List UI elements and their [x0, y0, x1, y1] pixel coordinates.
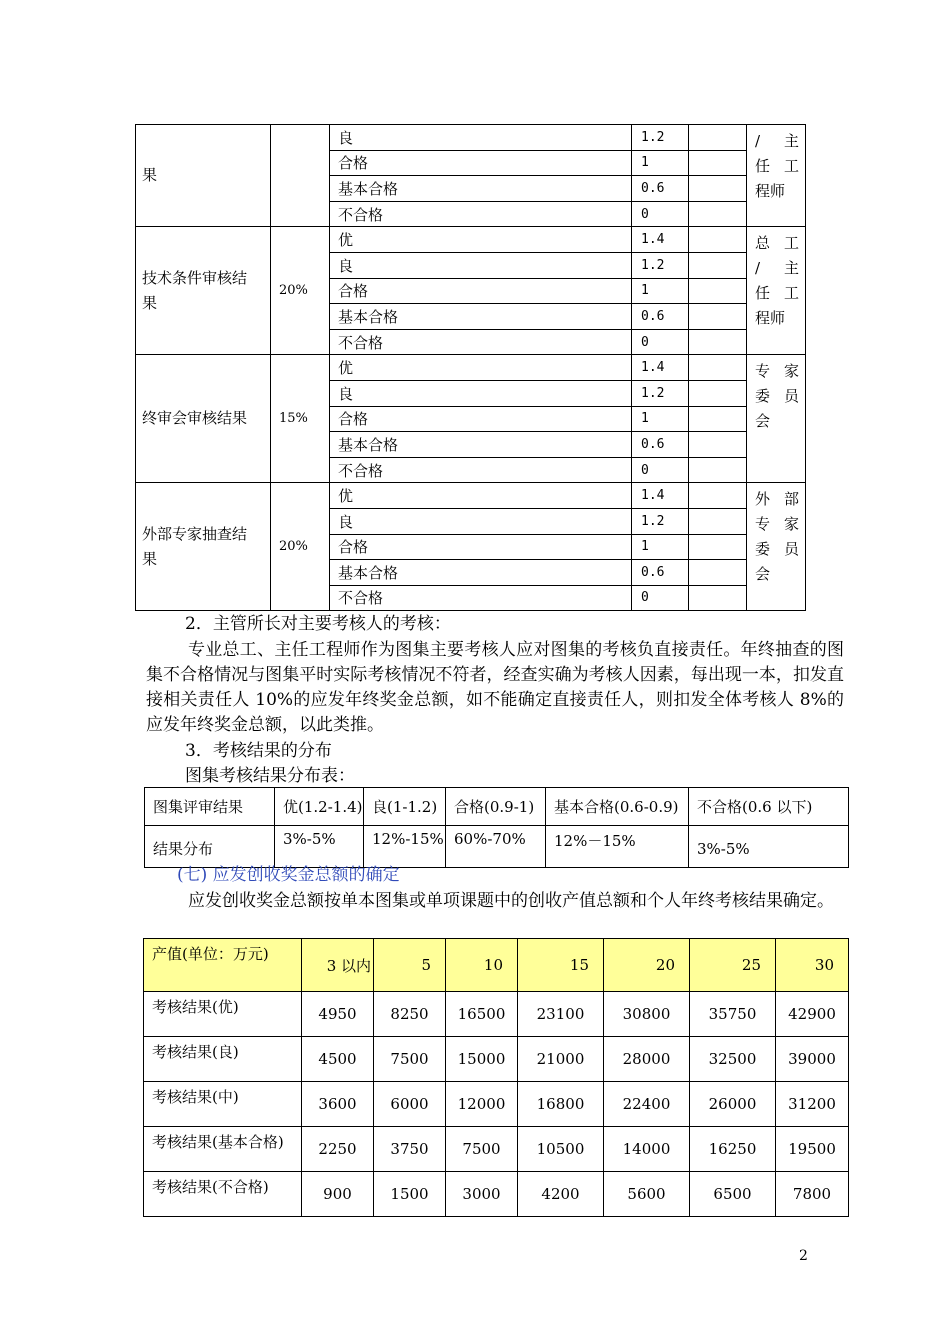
evaluator-char: 程师 [755, 182, 786, 200]
evaluator-char: 工 [783, 234, 799, 253]
evaluator-char: 总 [755, 234, 771, 253]
assessment-item-line: 终审会审核结果 [142, 409, 248, 428]
assessment-weight-cell: 20% [271, 227, 330, 355]
evaluator-char: 会 [755, 565, 771, 584]
income-column-header: 25 [690, 939, 776, 992]
blank-cell [689, 329, 747, 355]
assessment-weight-cell: 20% [271, 483, 330, 611]
income-value-cell: 16500 [446, 992, 518, 1037]
assessment-row [136, 125, 806, 151]
evaluator-char: 工 [783, 157, 799, 175]
assessment-item-line: 果 [142, 166, 158, 185]
page-number: 2 [799, 1248, 808, 1264]
score-cell: 1.2 [632, 252, 689, 278]
grade-cell: 良 [330, 380, 632, 406]
distribution-header-cell: 良(1-1.2) [364, 788, 446, 826]
distribution-header-cell: 不合格(0.6 以下) [689, 788, 849, 826]
evaluator-char: 主 [783, 132, 799, 150]
score-cell: 0.6 [632, 432, 689, 458]
income-value-cell: 6000 [374, 1082, 446, 1127]
income-value-cell: 28000 [604, 1037, 690, 1082]
blank-cell [689, 278, 747, 304]
evaluator-char: 部 [783, 490, 799, 509]
evaluator-char: 家 [783, 362, 799, 381]
distribution-header-cell: 基本合格(0.6-0.9) [546, 788, 689, 826]
grade-cell: 不合格 [330, 585, 632, 611]
income-row [144, 1037, 849, 1082]
score-cell: 0.6 [632, 176, 689, 202]
grade-cell: 良 [330, 252, 632, 278]
section3-heading: 3．考核结果的分布 [185, 741, 332, 761]
income-row-label: 考核结果(中) [144, 1082, 302, 1127]
income-column-header: 30 [776, 939, 849, 992]
income-value-cell: 900 [302, 1172, 374, 1217]
grade-cell: 基本合格 [330, 560, 632, 586]
evaluator-char: 程师 [755, 309, 786, 328]
evaluator-char: 委 [755, 387, 771, 406]
evaluator-char: 主 [783, 259, 799, 278]
evaluator-char: 工 [783, 284, 799, 303]
income-value-cell: 10500 [518, 1127, 604, 1172]
evaluator-line [755, 384, 799, 409]
income-value-cell: 30800 [604, 992, 690, 1037]
score-cell: 0 [632, 329, 689, 355]
assessment-item-line: 技术条件审核结 [142, 268, 248, 287]
assessment-item-cell [136, 483, 271, 611]
assessment-table [135, 124, 806, 611]
income-value-cell: 39000 [776, 1037, 849, 1082]
section2-body: 专业总工、主任工程师作为图集主要考核人应对图集的考核负直接责任。年终抽查的图集不合格情况与图集平时实际考核情况不符者，经查实确为考核人因素，每出现一本，扣发直接相关责任人 10%的应发年终奖金总额，如不能确定直接责任人，则扣发全体考核人 8%的应发年终奖金总额，以此类推。 [146, 640, 844, 735]
income-value-cell: 7800 [776, 1172, 849, 1217]
distribution-value-row [145, 826, 849, 868]
grade-cell: 基本合格 [330, 176, 632, 202]
score-cell: 0 [632, 585, 689, 611]
assessment-row [136, 355, 806, 381]
evaluator-line [755, 306, 799, 331]
distribution-header-cell: 合格(0.9-1) [446, 788, 546, 826]
evaluator-line [755, 512, 799, 537]
income-row [144, 1127, 849, 1172]
income-value-cell: 21000 [518, 1037, 604, 1082]
evaluator-char: 会 [755, 412, 771, 431]
income-value-cell: 7500 [446, 1127, 518, 1172]
blank-cell [689, 457, 747, 483]
income-header-row [144, 939, 849, 992]
assessment-item-cell [136, 125, 271, 227]
income-column-header: 5 [374, 939, 446, 992]
evaluator-line [755, 409, 799, 434]
income-value-cell: 3000 [446, 1172, 518, 1217]
income-column-header: 20 [604, 939, 690, 992]
income-column-header: 3 以内 [302, 939, 374, 992]
evaluator-char: 家 [783, 515, 799, 534]
income-value-cell: 12000 [446, 1082, 518, 1127]
income-column-header: 10 [446, 939, 518, 992]
distribution-value-cell: 12%-15% [364, 826, 446, 868]
assessment-row [136, 227, 806, 253]
evaluator-line [755, 256, 799, 281]
evaluator-line [755, 129, 799, 154]
grade-cell: 不合格 [330, 457, 632, 483]
evaluator-char: 委 [755, 540, 771, 559]
income-value-cell: 16800 [518, 1082, 604, 1127]
blank-cell [689, 432, 747, 458]
grade-cell: 优 [330, 227, 632, 253]
score-cell: 1.4 [632, 227, 689, 253]
income-value-cell: 31200 [776, 1082, 849, 1127]
evaluator-char: / [755, 132, 761, 150]
distribution-value-cell: 3%-5% [689, 826, 849, 868]
income-value-cell: 1500 [374, 1172, 446, 1217]
score-cell: 0 [632, 201, 689, 227]
evaluator-cell [747, 227, 806, 355]
grade-cell: 基本合格 [330, 304, 632, 330]
score-cell: 1.4 [632, 355, 689, 381]
score-cell: 1.2 [632, 125, 689, 151]
income-value-cell: 5600 [604, 1172, 690, 1217]
income-value-cell: 42900 [776, 992, 849, 1037]
blank-cell [689, 508, 747, 534]
assessment-item-line: 外部专家抽查结 [142, 524, 248, 543]
evaluator-cell [747, 483, 806, 611]
blank-cell [689, 252, 747, 278]
distribution-value-cell: 12%－15% [546, 826, 689, 868]
income-value-cell: 35750 [690, 992, 776, 1037]
evaluator-line [755, 487, 799, 512]
income-value-cell: 22400 [604, 1082, 690, 1127]
distribution-header-cell: 优(1.2-1.4) [275, 788, 364, 826]
grade-cell: 合格 [330, 278, 632, 304]
score-cell: 0.6 [632, 560, 689, 586]
evaluator-line [755, 281, 799, 306]
evaluator-char: 专 [755, 515, 771, 534]
grade-cell: 基本合格 [330, 432, 632, 458]
evaluator-line [755, 231, 799, 256]
blank-cell [689, 406, 747, 432]
distribution-value-cell: 3%-5% [275, 826, 364, 868]
blank-cell [689, 201, 747, 227]
section7-body: 应发创收奖金总额按单本图集或单项课题中的创收产值总额和个人年终考核结果确定。 [188, 891, 834, 911]
score-cell: 0 [632, 457, 689, 483]
evaluator-char: 员 [783, 540, 799, 559]
income-value-cell: 32500 [690, 1037, 776, 1082]
income-header-label: 产值(单位：万元) [144, 939, 302, 992]
blank-cell [689, 125, 747, 151]
evaluator-char: / [755, 259, 761, 278]
score-cell: 1.2 [632, 508, 689, 534]
income-row [144, 992, 849, 1037]
score-cell: 1 [632, 278, 689, 304]
grade-cell: 合格 [330, 534, 632, 560]
evaluator-line [755, 537, 799, 562]
income-value-cell: 7500 [374, 1037, 446, 1082]
income-value-cell: 2250 [302, 1127, 374, 1172]
blank-cell [689, 380, 747, 406]
blank-cell [689, 534, 747, 560]
assessment-item-line: 果 [142, 293, 158, 312]
blank-cell [689, 304, 747, 330]
assessment-item-cell [136, 227, 271, 355]
blank-cell [689, 355, 747, 381]
income-column-header: 15 [518, 939, 604, 992]
income-value-cell: 19500 [776, 1127, 849, 1172]
income-row-label: 考核结果(良) [144, 1037, 302, 1082]
grade-cell: 优 [330, 355, 632, 381]
income-value-cell: 3600 [302, 1082, 374, 1127]
distribution-label-cell: 结果分布 [145, 826, 275, 868]
blank-cell [689, 560, 747, 586]
evaluator-line [755, 154, 799, 179]
grade-cell: 优 [330, 483, 632, 509]
income-row [144, 1082, 849, 1127]
evaluator-char: 专 [755, 362, 771, 381]
section3-caption: 图集考核结果分布表： [185, 766, 355, 786]
evaluator-line [755, 359, 799, 384]
income-value-cell: 16250 [690, 1127, 776, 1172]
distribution-table [144, 787, 849, 868]
score-cell: 1 [632, 406, 689, 432]
distribution-header-row [145, 788, 849, 826]
score-cell: 1 [632, 150, 689, 176]
income-row-label: 考核结果(基本合格) [144, 1127, 302, 1172]
income-row-label: 考核结果(不合格) [144, 1172, 302, 1217]
income-row [144, 1172, 849, 1217]
income-value-cell: 15000 [446, 1037, 518, 1082]
section2-heading: 2．主管所长对主要考核人的考核： [185, 614, 451, 634]
evaluator-char: 员 [783, 387, 799, 406]
evaluator-char: 任 [755, 284, 771, 303]
score-cell: 1 [632, 534, 689, 560]
assessment-row [136, 483, 806, 509]
score-cell: 0.6 [632, 304, 689, 330]
income-value-cell: 4950 [302, 992, 374, 1037]
evaluator-char: 外 [755, 490, 771, 509]
assessment-weight-cell [271, 125, 330, 227]
income-row-label: 考核结果(优) [144, 992, 302, 1037]
grade-cell: 不合格 [330, 201, 632, 227]
evaluator-char: 任 [755, 157, 771, 175]
income-value-cell: 3750 [374, 1127, 446, 1172]
income-value-cell: 6500 [690, 1172, 776, 1217]
grade-cell: 合格 [330, 406, 632, 432]
grade-cell: 不合格 [330, 329, 632, 355]
assessment-weight-cell: 15% [271, 355, 330, 483]
income-value-cell: 4500 [302, 1037, 374, 1082]
blank-cell [689, 585, 747, 611]
grade-cell: 良 [330, 125, 632, 151]
income-value-cell: 8250 [374, 992, 446, 1037]
grade-cell: 良 [330, 508, 632, 534]
income-value-cell: 14000 [604, 1127, 690, 1172]
income-table [143, 938, 849, 1217]
blank-cell [689, 227, 747, 253]
grade-cell: 合格 [330, 150, 632, 176]
score-cell: 1.2 [632, 380, 689, 406]
distribution-value-cell: 60%-70% [446, 826, 546, 868]
evaluator-line [755, 179, 799, 204]
score-cell: 1.4 [632, 483, 689, 509]
evaluator-cell [747, 355, 806, 483]
distribution-header-cell: 图集评审结果 [145, 788, 275, 826]
section7-title: (七) 应发创收奖金总额的确定 [177, 865, 400, 885]
assessment-item-cell [136, 355, 271, 483]
blank-cell [689, 150, 747, 176]
income-value-cell: 26000 [690, 1082, 776, 1127]
evaluator-line [755, 562, 799, 587]
blank-cell [689, 483, 747, 509]
evaluator-cell [747, 125, 806, 227]
blank-cell [689, 176, 747, 202]
income-value-cell: 4200 [518, 1172, 604, 1217]
income-value-cell: 23100 [518, 992, 604, 1037]
assessment-item-line: 果 [142, 549, 158, 568]
